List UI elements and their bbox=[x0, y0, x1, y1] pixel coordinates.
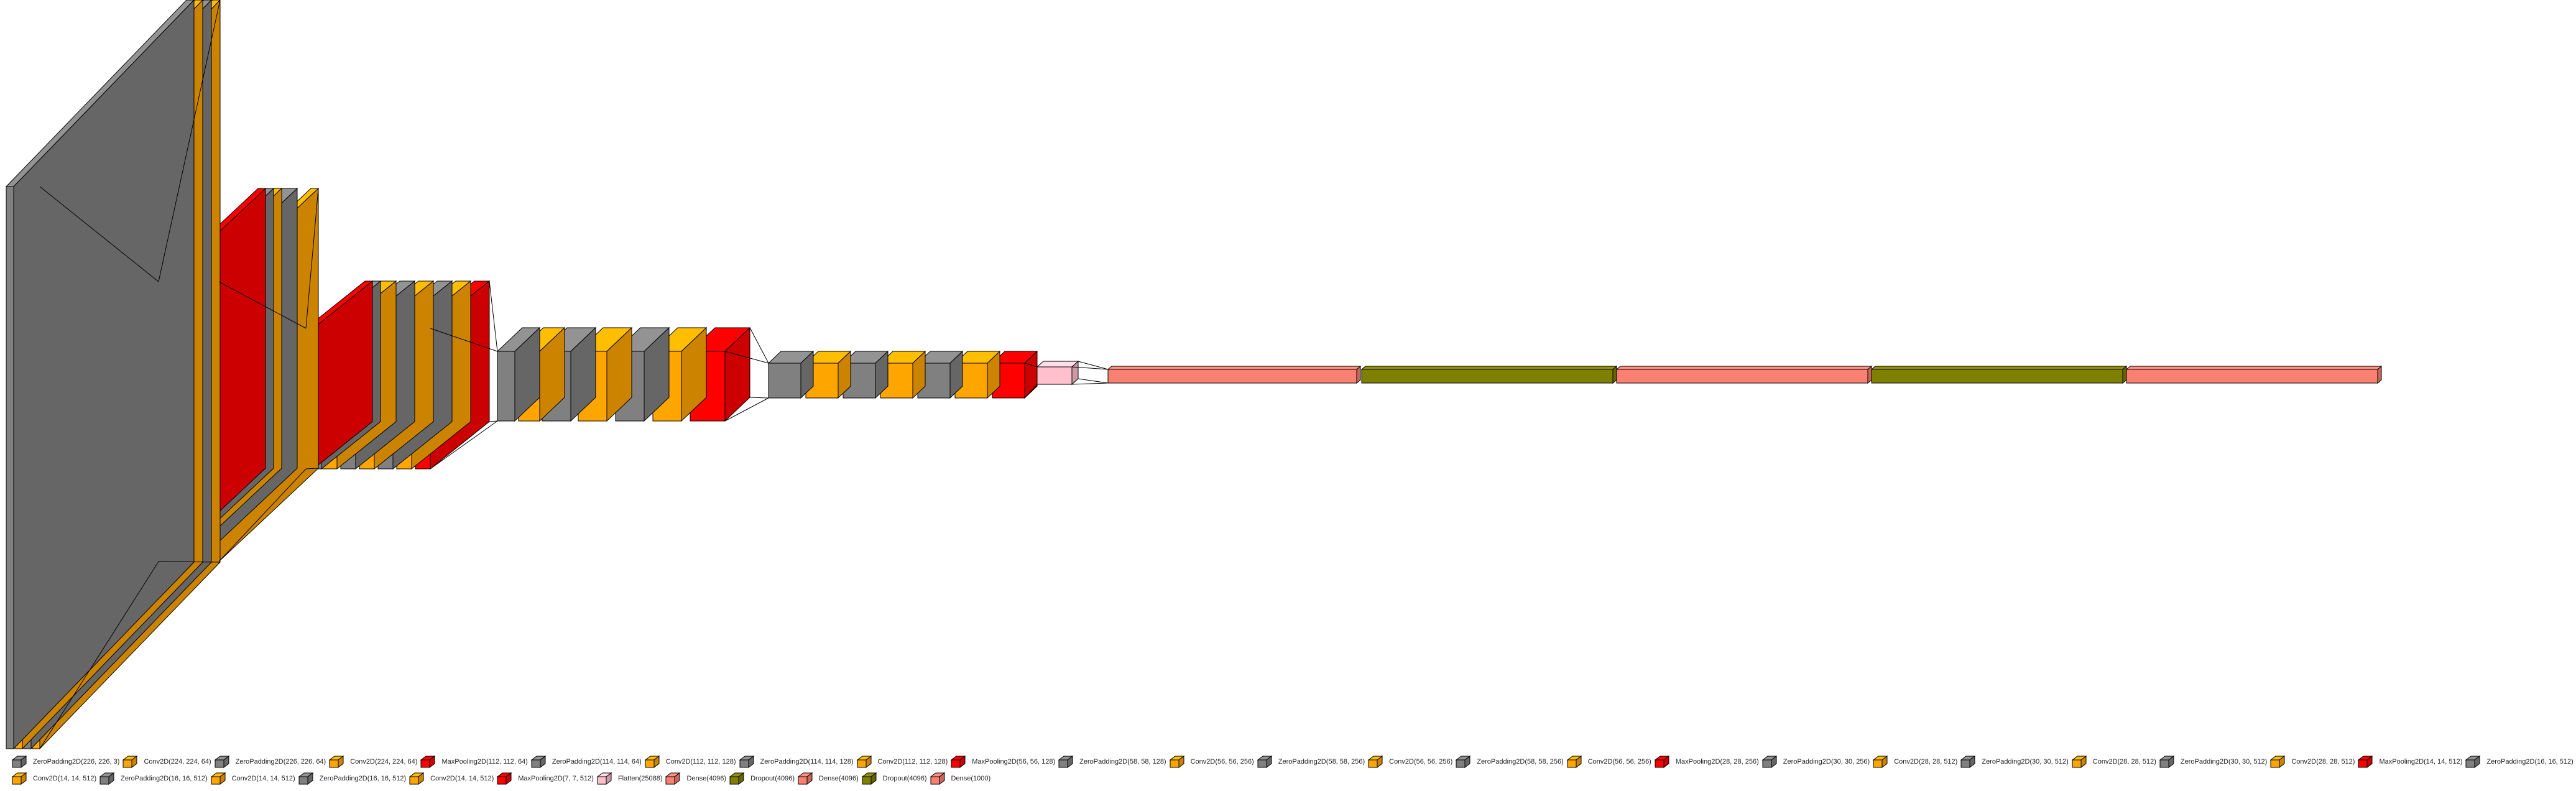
legend-item bbox=[210, 772, 295, 785]
legend-item bbox=[644, 756, 736, 768]
legend-cube-icon bbox=[1872, 756, 1890, 768]
legend-label: Conv2D(56, 56, 256) bbox=[1190, 758, 1254, 766]
legend-cube-icon bbox=[496, 772, 514, 785]
legend-cube-icon bbox=[530, 756, 548, 768]
legend-row-2 bbox=[11, 770, 993, 787]
legend-cube-icon bbox=[1960, 756, 1977, 768]
layer-box-36-dropout bbox=[1872, 366, 2126, 383]
legend-cube-icon bbox=[1257, 756, 1274, 768]
legend-label: ZeroPadding2D(58, 58, 256) bbox=[1278, 758, 1365, 766]
legend-cube-icon bbox=[1169, 756, 1186, 768]
legend-label: Conv2D(28, 28, 512) bbox=[1894, 758, 1958, 766]
legend-label: Dropout(4096) bbox=[750, 775, 795, 782]
legend-label: Conv2D(14, 14, 512) bbox=[33, 775, 97, 782]
legend-cube-icon bbox=[930, 772, 947, 785]
legend-label: ZeroPadding2D(114, 114, 128) bbox=[760, 758, 854, 766]
legend-label: Conv2D(112, 112, 128) bbox=[877, 758, 948, 766]
legend-item bbox=[930, 772, 991, 785]
legend-item bbox=[729, 772, 795, 785]
legend-cube-icon bbox=[644, 756, 662, 768]
legend-item bbox=[328, 756, 417, 768]
legend-label: Conv2D(14, 14, 512) bbox=[430, 775, 494, 782]
legend-item bbox=[1367, 756, 1452, 768]
legend-cube-icon bbox=[11, 772, 29, 785]
legend-item bbox=[99, 772, 207, 785]
legend-label: MaxPooling2D(7, 7, 512) bbox=[518, 775, 594, 782]
legend-label: Conv2D(28, 28, 512) bbox=[2291, 758, 2355, 766]
legend-item bbox=[2269, 756, 2355, 768]
layer-box-35-dense bbox=[1617, 366, 1872, 383]
legend-item bbox=[530, 756, 642, 768]
legend-label: ZeroPadding2D(16, 16, 512) bbox=[121, 775, 208, 782]
legend-item bbox=[2357, 756, 2462, 768]
legend-label: Dense(1000) bbox=[951, 775, 991, 782]
legend-label: Conv2D(56, 56, 256) bbox=[1587, 758, 1651, 766]
legend-cube-icon bbox=[210, 772, 228, 785]
legend-label: ZeroPadding2D(226, 226, 3) bbox=[33, 758, 120, 766]
legend-item bbox=[861, 772, 927, 785]
legend-label: Conv2D(56, 56, 256) bbox=[1389, 758, 1453, 766]
layer-box-33-dense bbox=[1108, 366, 1360, 383]
legend-cube-icon bbox=[1367, 756, 1385, 768]
layer-box-32-flatten bbox=[1037, 361, 1078, 384]
legend-label: ZeroPadding2D(58, 58, 256) bbox=[1477, 758, 1564, 766]
legend-item bbox=[214, 756, 326, 768]
legend-item bbox=[1257, 756, 1365, 768]
legend-label: ZeroPadding2D(30, 30, 512) bbox=[2180, 758, 2268, 766]
legend-cube-icon bbox=[2357, 756, 2375, 768]
legend-item bbox=[1872, 756, 1957, 768]
legend-label: Dense(4096) bbox=[819, 775, 859, 782]
legend-label: MaxPooling2D(28, 28, 256) bbox=[1675, 758, 1759, 766]
legend-label: MaxPooling2D(56, 56, 128) bbox=[972, 758, 1056, 766]
legend-cube-icon bbox=[409, 772, 426, 785]
legend-label: Flatten(25088) bbox=[617, 775, 663, 782]
legend-cube-icon bbox=[420, 756, 437, 768]
legend-label: Conv2D(112, 112, 128) bbox=[665, 758, 736, 766]
legend-label: MaxPooling2D(14, 14, 512) bbox=[2379, 758, 2463, 766]
legend-cube-icon bbox=[1654, 756, 1671, 768]
legend-cube-icon bbox=[99, 772, 116, 785]
legend-cube-icon bbox=[665, 772, 682, 785]
legend-item bbox=[2071, 756, 2156, 768]
legend-item bbox=[1654, 756, 1759, 768]
legend-label: ZeroPadding2D(30, 30, 512) bbox=[1982, 758, 2069, 766]
legend-label: Conv2D(224, 224, 64) bbox=[350, 758, 418, 766]
legend-cube-icon bbox=[2071, 756, 2089, 768]
legend-cube-icon bbox=[856, 756, 874, 768]
legend-label: Dropout(4096) bbox=[882, 775, 927, 782]
layer-box-1-zeropadding2d bbox=[6, 0, 194, 749]
legend-label: MaxPooling2D(112, 112, 64) bbox=[441, 758, 528, 766]
layer-box-25-zeropadding2d bbox=[769, 351, 813, 398]
legend bbox=[0, 754, 2574, 791]
legend-item bbox=[950, 756, 1055, 768]
layer-box-34-dropout bbox=[1362, 366, 1617, 383]
legend-label: ZeroPadding2D(58, 58, 128) bbox=[1079, 758, 1166, 766]
legend-label: Dense(4096) bbox=[686, 775, 727, 782]
legend-item bbox=[856, 756, 948, 768]
legend-item bbox=[409, 772, 494, 785]
legend-item bbox=[11, 772, 96, 785]
legend-row-1 bbox=[11, 754, 2576, 770]
legend-cube-icon bbox=[214, 756, 231, 768]
legend-cube-icon bbox=[1566, 756, 1584, 768]
legend-item bbox=[496, 772, 594, 785]
legend-item bbox=[1566, 756, 1651, 768]
legend-cube-icon bbox=[298, 772, 315, 785]
legend-cube-icon bbox=[11, 756, 29, 768]
legend-item bbox=[298, 772, 406, 785]
legend-label: Conv2D(14, 14, 512) bbox=[231, 775, 295, 782]
legend-item bbox=[665, 772, 726, 785]
legend-label: ZeroPadding2D(16, 16, 512) bbox=[319, 775, 407, 782]
legend-item bbox=[1169, 756, 1254, 768]
legend-cube-icon bbox=[1058, 756, 1075, 768]
legend-cube-icon bbox=[729, 772, 746, 785]
legend-label: Conv2D(28, 28, 512) bbox=[2092, 758, 2156, 766]
legend-item bbox=[797, 772, 859, 785]
legend-item bbox=[596, 772, 663, 785]
layer-box-37-dense bbox=[2126, 366, 2381, 383]
legend-cube-icon bbox=[2159, 756, 2176, 768]
legend-cube-icon bbox=[861, 772, 879, 785]
legend-label: ZeroPadding2D(114, 114, 64) bbox=[552, 758, 642, 766]
legend-item bbox=[2159, 756, 2267, 768]
legend-cube-icon bbox=[2269, 756, 2287, 768]
legend-label: Conv2D(224, 224, 64) bbox=[144, 758, 211, 766]
legend-cube-icon bbox=[950, 756, 967, 768]
legend-item bbox=[122, 756, 211, 768]
legend-cube-icon bbox=[1761, 756, 1779, 768]
legend-item bbox=[420, 756, 527, 768]
legend-item bbox=[1455, 756, 1563, 768]
legend-label: ZeroPadding2D(16, 16, 512) bbox=[2486, 758, 2574, 766]
legend-item bbox=[1058, 756, 1166, 768]
legend-item bbox=[1960, 756, 2068, 768]
legend-label: ZeroPadding2D(226, 226, 64) bbox=[235, 758, 326, 766]
legend-cube-icon bbox=[797, 772, 815, 785]
legend-cube-icon bbox=[122, 756, 139, 768]
legend-item bbox=[2465, 756, 2573, 768]
legend-cube-icon bbox=[328, 756, 346, 768]
legend-cube-icon bbox=[596, 772, 614, 785]
legend-item bbox=[739, 756, 854, 768]
legend-label: ZeroPadding2D(30, 30, 256) bbox=[1783, 758, 1870, 766]
legend-cube-icon bbox=[739, 756, 756, 768]
legend-item bbox=[1761, 756, 1870, 768]
legend-cube-icon bbox=[1455, 756, 1472, 768]
legend-item bbox=[11, 756, 119, 768]
legend-cube-icon bbox=[2465, 756, 2482, 768]
